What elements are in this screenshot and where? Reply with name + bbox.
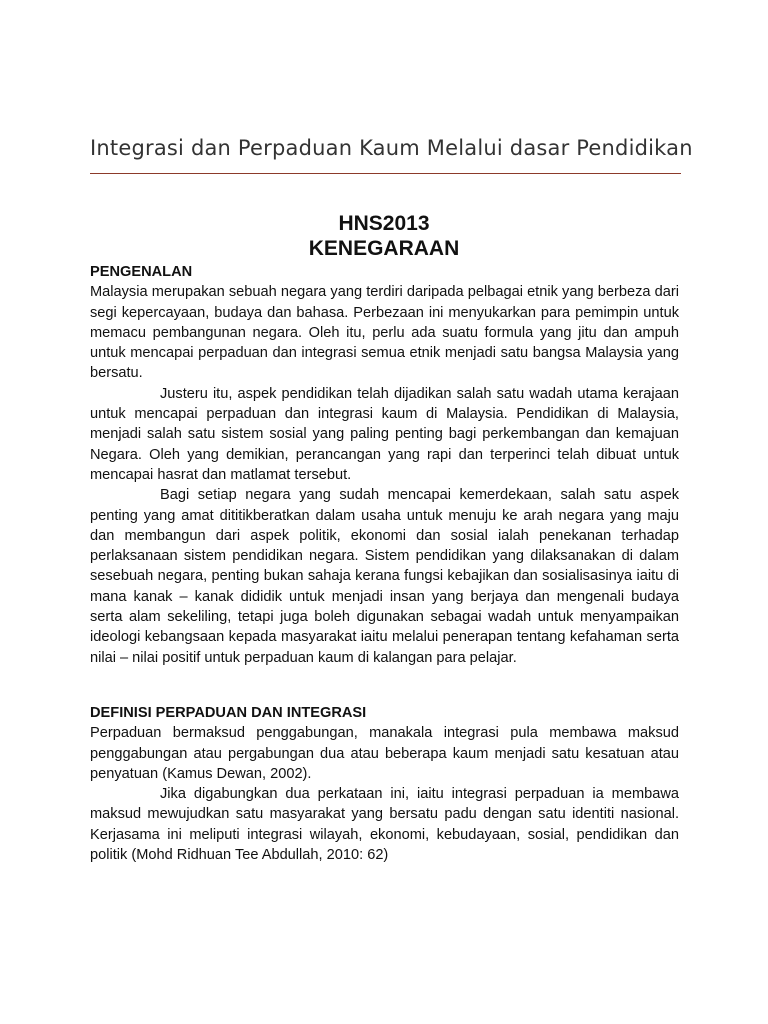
- course-code: HNS2013: [338, 212, 430, 235]
- section-definisi: [90, 703, 679, 865]
- document-heading: [0, 211, 768, 261]
- document-header-title: Integrasi dan Perpaduan Kaum Melalui dasar Pendidikan: [90, 136, 693, 160]
- header-divider: [90, 173, 681, 174]
- course-subject: KENEGARAAN: [308, 237, 460, 260]
- paragraph: Malaysia merupakan sebuah negara yang terdiri daripada pelbagai etnik yang berbeza dari segi kepercayaan, budaya dan bahasa. Perbezaan ini menyukarkan para pemimpin untuk memacu pembangunan negara. Oleh itu, perlu ada suatu formula yang jitu dan ampuh untuk mencapai perpaduan dan integrasi semua etnik menjadi satu bangsa Malaysia yang bersatu.: [90, 284, 679, 382]
- document-body: [90, 262, 679, 865]
- paragraph: Justeru itu, aspek pendidikan telah dijadikan salah satu wadah utama kerajaan untuk mencapai perpaduan dan integrasi kaum di Malaysia. Pendidikan di Malaysia, menjadi salah satu sistem sosial yang paling penting bagi perkembangan dan kemajuan Negara. Oleh yang demikian, perancangan yang rapi dan terperinci telah dibuat untuk mencapai hasrat dan matlamat tersebut.: [90, 385, 679, 483]
- paragraph: Bagi setiap negara yang sudah mencapai kemerdekaan, salah satu aspek penting yang amat dititikberatkan dalam usaha untuk menuju ke arah negara yang maju dan membangun dari aspek politik, ekonomi dan sosial ialah penekanan terhadap perlaksanaan sistem pendidikan negara. Sistem pendidikan yang dilaksanakan di dalam sesebuah negara, penting bukan sahaja kerana fungsi kebajikan dan sosialisasinya iaitu di mana kanak – kanak dididik untuk menjadi insan yang berjaya dan mengenali budaya serta alam sekeliling, tetapi juga boleh digunakan sebagai wadah untuk menyampaikan ideologi kebangsaan kepada masyarakat iaitu melalui penerapan tentang kefahaman serta nilai – nilai positif untuk perpaduan kaum di kalangan para pelajar.: [90, 487, 679, 666]
- section-title: DEFINISI PERPADUAN DAN INTEGRASI: [90, 704, 367, 721]
- section-spacer: [90, 668, 679, 703]
- section-title: PENGENALAN: [90, 264, 193, 280]
- section-pengenalan: [90, 262, 679, 668]
- paragraph: Perpaduan bermaksud penggabungan, manakala integrasi pula membawa maksud penggabungan atau pergabungan dua atau beberapa kaum menjadi satu kesatuan atau penyatuan (Kamus Dewan, 2002).: [90, 725, 679, 782]
- paragraph: Jika digabungkan dua perkataan ini, iaitu integrasi perpaduan ia membawa maksud mewujudkan satu masyarakat yang bersatu padu dengan satu identiti nasional. Kerjasama ini meliputi integrasi wilayah, ekonomi, kebudayaan, sosial, pendidikan dan politik (Mohd Ridhuan Tee Abdullah, 2010: 62): [90, 786, 679, 864]
